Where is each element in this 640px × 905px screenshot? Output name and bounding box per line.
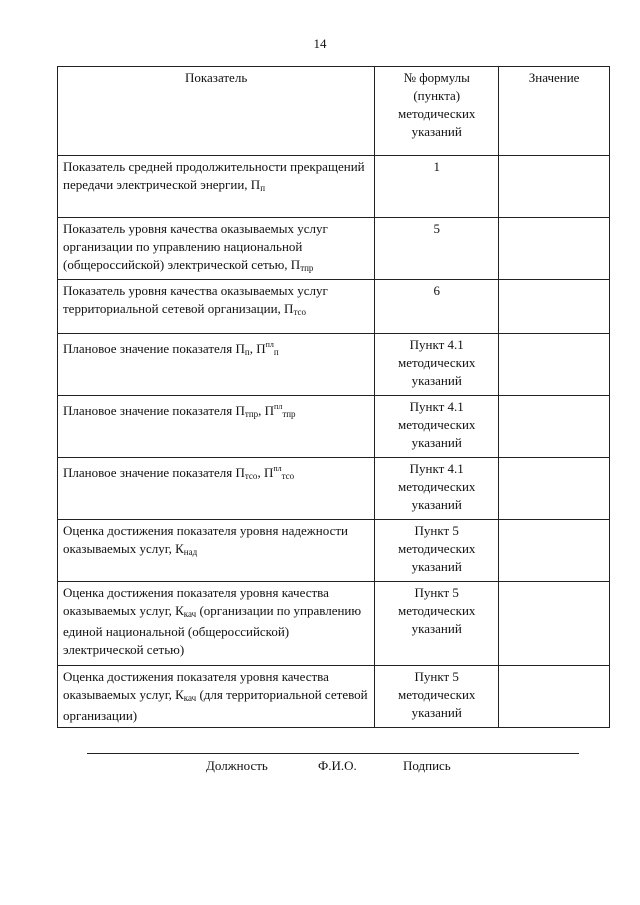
indicator-text: Оценка достижения показателя уровня качества оказываемых услуг, К [63, 669, 329, 702]
indicator-cell [58, 396, 375, 458]
indicator-cell [58, 280, 375, 334]
subscript: п [244, 347, 250, 357]
indicator-text: , П [258, 403, 275, 418]
formula-cell: 1 [375, 156, 499, 218]
indicator-text: , П [249, 341, 266, 356]
formula-cell: Пункт 4.1 методических указаний [375, 396, 499, 458]
subscript: тпр [244, 409, 259, 419]
subscript: тсо [281, 471, 295, 481]
indicator-text: Плановое значение показателя П [63, 465, 245, 480]
value-cell[interactable] [499, 218, 610, 280]
value-cell[interactable] [499, 582, 610, 666]
value-cell[interactable] [499, 156, 610, 218]
table-row [58, 218, 610, 280]
value-cell[interactable] [499, 458, 610, 520]
indicator-cell [58, 666, 375, 728]
superscript: пл [273, 464, 282, 473]
table-row [58, 280, 610, 334]
header-formula: № формулы (пункта) методических указаний [375, 67, 499, 156]
indicator-cell [58, 156, 375, 218]
subscript: тпр [300, 263, 314, 273]
indicator-cell [58, 334, 375, 396]
subscript: п [260, 183, 266, 193]
table-row [58, 520, 610, 582]
formula-cell: Пункт 4.1 методических указаний [375, 334, 499, 396]
formula-cell: Пункт 4.1 методических указаний [375, 458, 499, 520]
header-indicator: Показатель [58, 67, 375, 156]
indicator-text: (для территориальной сетевой организации) [63, 687, 368, 723]
table-row [58, 156, 610, 218]
superscript: пл [274, 402, 283, 411]
indicator-text: (организации по управлению единой национальной (общероссийской) электрической сетью) [63, 603, 362, 657]
table-row [58, 666, 610, 728]
value-cell[interactable] [499, 396, 610, 458]
formula-cell: 6 [375, 280, 499, 334]
subscript: тсо [244, 471, 258, 481]
indicator-cell [58, 218, 375, 280]
value-cell[interactable] [499, 666, 610, 728]
indicator-text: Плановое значение показателя П [63, 403, 245, 418]
page-number: 14 [313, 36, 327, 51]
superscript: пл [265, 340, 274, 349]
formula-cell: 5 [375, 218, 499, 280]
table-header-row [58, 67, 610, 156]
table-row [58, 334, 610, 396]
indicator-cell [58, 520, 375, 582]
indicator-text: , П [257, 465, 274, 480]
table-body [58, 156, 610, 728]
formula-cell: Пункт 5 методических указаний [375, 666, 499, 728]
indicator-cell [58, 458, 375, 520]
formula-cell: Пункт 5 методических указаний [375, 582, 499, 666]
subscript: п [273, 347, 279, 357]
indicator-cell [58, 582, 375, 666]
indicator-text: Оценка достижения показателя уровня качества оказываемых услуг, К [63, 585, 329, 618]
value-cell[interactable] [499, 280, 610, 334]
subscript: над [183, 547, 198, 557]
table-row [58, 458, 610, 520]
indicator-text: Плановое значение показателя П [63, 341, 245, 356]
subscript: тсо [293, 307, 306, 317]
indicator-text: Оценка достижения показателя уровня надежности оказываемых услуг, К [63, 523, 348, 556]
indicators-table [57, 66, 610, 728]
subscript: кач [183, 609, 197, 619]
header-value: Значение [499, 67, 610, 156]
indicator-text: Показатель уровня качества оказываемых услуг территориальной сетевой организации, П [63, 283, 328, 316]
indicator-text: Показатель уровня качества оказываемых услуг организации по управлению национальной (общероссийской) электрической сетью, П [63, 221, 328, 272]
table-row [58, 396, 610, 458]
indicator-text: Показатель средней продолжительности прекращений передачи электрической энергии, П [63, 159, 365, 192]
value-cell[interactable] [499, 334, 610, 396]
subscript: кач [183, 693, 197, 703]
position-label: Должность [206, 758, 268, 773]
table-row [58, 582, 610, 666]
formula-cell: Пункт 5 методических указаний [375, 520, 499, 582]
signature-line [87, 753, 579, 754]
subscript: тпр [282, 409, 296, 419]
name-label: Ф.И.О. [318, 758, 357, 773]
value-cell[interactable] [499, 520, 610, 582]
signature-label: Подпись [403, 758, 451, 773]
